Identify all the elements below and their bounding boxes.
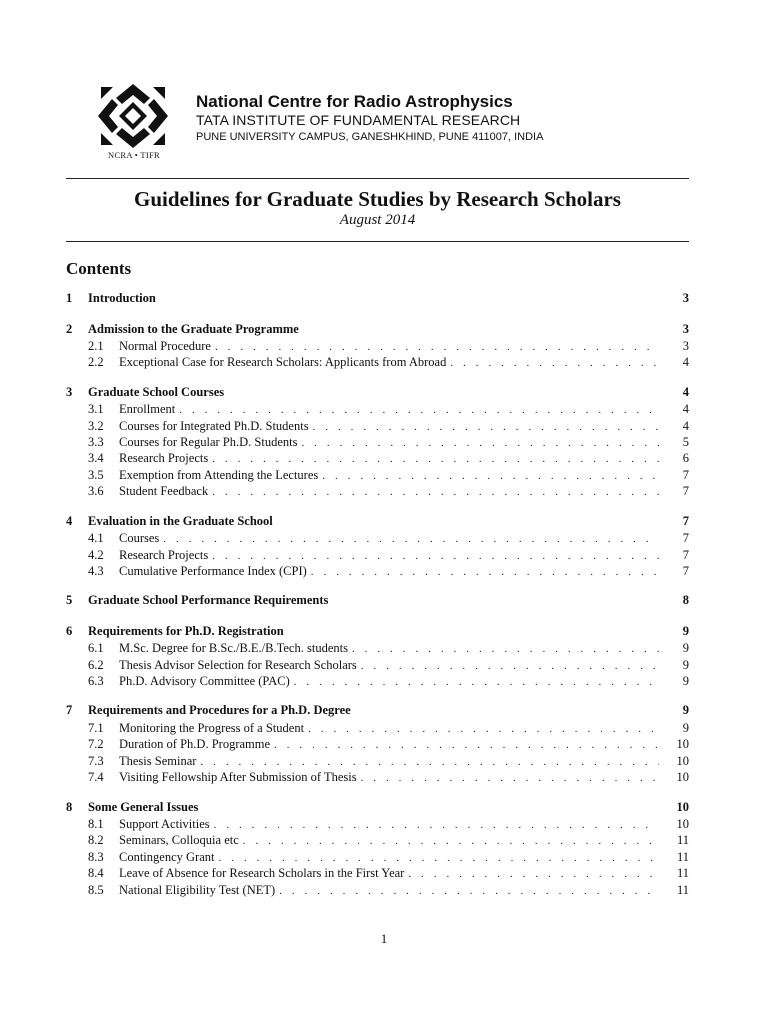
dot-leader (301, 435, 659, 451)
page-number: 1 (380, 931, 388, 946)
toc-subsection-number: 3.4 (88, 451, 104, 466)
toc-subsection-entry[interactable] (66, 563, 689, 579)
toc-subsection-number: 3.1 (88, 402, 104, 417)
toc-section-entry[interactable] (66, 592, 689, 610)
toc-subsection-number: 8.2 (88, 833, 104, 848)
toc-section-title: Graduate School Courses (88, 384, 225, 399)
toc-subsection-title: Courses (119, 531, 160, 546)
toc-section-entry[interactable] (66, 384, 689, 402)
toc-subsection-page: 9 (682, 720, 689, 735)
toc-subsection-entry[interactable] (66, 483, 689, 499)
toc-subsection-entry[interactable] (66, 530, 689, 546)
toc-subsection-number: 6.1 (88, 641, 104, 656)
toc-subsection-entry[interactable] (66, 434, 689, 450)
toc-subsection-entry[interactable] (66, 354, 689, 370)
toc-section-page: 7 (682, 513, 689, 528)
toc-subsection-title: Courses for Integrated Ph.D. Students (119, 418, 309, 433)
toc-subsection-page: 4 (682, 418, 689, 433)
toc-subsection-number: 8.4 (88, 866, 104, 881)
institution-name: National Centre for Radio Astrophysics (196, 92, 513, 111)
toc-section-entry[interactable] (66, 702, 689, 720)
dot-leader (214, 817, 659, 833)
dot-leader (322, 468, 659, 484)
toc-subsection-entry[interactable] (66, 832, 689, 848)
toc-section-page: 3 (682, 291, 689, 305)
table-of-contents (66, 290, 689, 911)
toc-subsection-number: 3.3 (88, 435, 104, 450)
toc-subsection-page: 11 (676, 882, 689, 897)
dot-leader (274, 737, 659, 753)
toc-subsection-page: 9 (682, 641, 689, 656)
toc-section-page: 9 (682, 623, 689, 638)
dot-leader (212, 548, 659, 564)
toc-subsection-title: Exceptional Case for Research Scholars: Applicants from Abroad (119, 355, 447, 370)
toc-subsection-entry[interactable] (66, 849, 689, 865)
toc-subsection-number: 6.3 (88, 674, 104, 689)
toc-subsection-number: 3.5 (88, 467, 104, 482)
toc-subsection-number: 3.6 (88, 484, 104, 499)
toc-subsection-title: Thesis Advisor Selection for Research Scholars (119, 657, 357, 672)
toc-section (66, 592, 689, 610)
toc-subsection-number: 6.2 (88, 657, 104, 672)
header-divider (66, 178, 689, 179)
document-date: August 2014 (339, 212, 416, 228)
toc-subsection-title: Enrollment (119, 402, 176, 417)
toc-section-page: 4 (682, 384, 689, 399)
toc-subsection-page: 4 (682, 402, 689, 417)
toc-subsection-number: 7.1 (88, 720, 104, 735)
dot-leader (200, 754, 659, 770)
toc-subsection-number: 8.5 (88, 882, 104, 897)
toc-subsection-page: 9 (682, 674, 689, 689)
toc-subsection-entry[interactable] (66, 450, 689, 466)
toc-subsection-page: 10 (676, 737, 689, 752)
toc-subsection-page: 6 (682, 451, 689, 466)
logo-caption: NCRA • TIFR (108, 150, 160, 160)
dot-leader (294, 674, 659, 690)
toc-section (66, 513, 689, 580)
dot-leader (179, 402, 659, 418)
toc-subsection-page: 4 (682, 355, 689, 370)
dot-leader (218, 850, 659, 866)
dot-leader (243, 833, 659, 849)
dot-leader (311, 564, 659, 580)
toc-subsection-entry[interactable] (66, 736, 689, 752)
dot-leader (450, 355, 659, 371)
dot-leader (361, 658, 659, 674)
toc-subsection-title: Duration of Ph.D. Programme (119, 737, 271, 752)
toc-section-title: Introduction (88, 291, 156, 305)
institution-address: PUNE UNIVERSITY CAMPUS, GANESHKHIND, PUNE 411007, INDIA (196, 131, 544, 143)
toc-subsection-title: Thesis Seminar (119, 753, 197, 768)
toc-subsection-title: Cumulative Performance Index (CPI) (119, 563, 307, 578)
toc-section-page: 3 (682, 321, 689, 336)
dot-leader (212, 451, 659, 467)
toc-section (66, 290, 689, 308)
dot-leader (163, 531, 659, 547)
toc-subsection-number: 8.3 (88, 849, 104, 864)
toc-section-number: 5 (66, 593, 73, 608)
contents-heading: Contents (66, 259, 132, 278)
toc-subsection-entry[interactable] (66, 338, 689, 354)
toc-subsection-number: 7.2 (88, 737, 104, 752)
toc-subsection-entry[interactable] (66, 769, 689, 785)
toc-section-entry[interactable] (66, 290, 689, 308)
toc-section-number: 4 (66, 513, 73, 528)
toc-subsection-entry[interactable] (66, 467, 689, 483)
toc-subsection-title: Seminars, Colloquia etc (119, 833, 239, 848)
toc-section-page: 8 (682, 593, 689, 608)
toc-section-title: Some General Issues (88, 799, 199, 814)
dot-leader (408, 866, 659, 882)
toc-subsection-entry[interactable] (66, 547, 689, 563)
toc-section-entry[interactable] (66, 321, 689, 339)
toc-subsection-page: 10 (676, 770, 689, 785)
toc-subsection-entry[interactable] (66, 640, 689, 656)
toc-subsection-number: 2.1 (88, 339, 104, 353)
toc-subsection-number: 7.4 (88, 770, 104, 785)
toc-section-number: 7 (66, 703, 73, 718)
toc-section-number: 3 (66, 384, 73, 399)
toc-subsection-entry[interactable] (66, 673, 689, 689)
toc-subsection-title: Ph.D. Advisory Committee (PAC) (119, 674, 290, 689)
toc-section-title: Admission to the Graduate Programme (88, 321, 299, 336)
toc-subsection-number: 3.2 (88, 418, 104, 433)
toc-subsection-page: 11 (676, 849, 689, 864)
toc-subsection-entry[interactable] (66, 753, 689, 769)
toc-section (66, 702, 689, 785)
dot-leader (352, 641, 659, 657)
toc-subsection-number: 4.1 (88, 531, 104, 546)
toc-subsection-page: 3 (682, 339, 689, 353)
toc-subsection-entry[interactable] (66, 418, 689, 434)
toc-subsection-page: 11 (676, 866, 689, 881)
toc-subsection-title: Leave of Absence for Research Scholars in the First Year (119, 866, 405, 881)
toc-subsection-page: 11 (676, 833, 689, 848)
ncra-tifr-logo-icon (98, 84, 168, 148)
toc-subsection-title: Exemption from Attending the Lectures (119, 467, 319, 482)
toc-section-title: Requirements and Procedures for a Ph.D. Degree (88, 703, 351, 718)
toc-section-entry[interactable] (66, 623, 689, 641)
toc-section-page: 10 (676, 799, 689, 814)
toc-subsection-entry[interactable] (66, 882, 689, 898)
toc-subsection-entry[interactable] (66, 401, 689, 417)
toc-section (66, 321, 689, 371)
toc-subsection-title: Research Projects (119, 451, 209, 466)
toc-section (66, 799, 689, 898)
toc-subsection-title: National Eligibility Test (NET) (119, 882, 276, 897)
parent-institution: TATA INSTITUTE OF FUNDAMENTAL RESEARCH (196, 112, 521, 128)
toc-subsection-page: 7 (682, 531, 689, 546)
dot-leader (212, 484, 659, 500)
toc-subsection-title: Monitoring the Progress of a Student (119, 720, 305, 735)
document-title: Guidelines for Graduate Studies by Research Scholars (134, 187, 621, 211)
toc-subsection-number: 2.2 (88, 355, 104, 370)
toc-section (66, 623, 689, 690)
toc-section-entry[interactable] (66, 799, 689, 817)
toc-subsection-title: Support Activities (119, 817, 210, 832)
toc-subsection-entry[interactable] (66, 657, 689, 673)
dot-leader (215, 339, 659, 355)
toc-subsection-page: 7 (682, 467, 689, 482)
toc-subsection-title: M.Sc. Degree for B.Sc./B.E./B.Tech. students (119, 641, 348, 656)
toc-subsection-title: Research Projects (119, 547, 209, 562)
toc-section (66, 384, 689, 500)
toc-subsection-title: Normal Procedure (119, 339, 211, 353)
toc-section-title: Requirements for Ph.D. Registration (88, 623, 284, 638)
toc-subsection-title: Contingency Grant (119, 849, 215, 864)
institution-block (196, 92, 543, 146)
dot-leader (279, 883, 659, 899)
toc-subsection-entry[interactable] (66, 865, 689, 881)
toc-subsection-entry[interactable] (66, 720, 689, 736)
dot-leader (361, 770, 659, 786)
toc-section-title: Graduate School Performance Requirements (88, 593, 329, 608)
toc-subsection-title: Visiting Fellowship After Submission of Thesis (119, 770, 357, 785)
toc-subsection-page: 9 (682, 657, 689, 672)
toc-section-number: 6 (66, 623, 73, 638)
toc-subsection-page: 7 (682, 563, 689, 578)
letterhead (98, 84, 698, 164)
toc-subsection-title: Student Feedback (119, 484, 209, 499)
toc-subsection-page: 10 (676, 817, 689, 832)
toc-subsection-number: 8.1 (88, 817, 104, 832)
dot-leader (313, 419, 659, 435)
toc-section-title: Evaluation in the Graduate School (88, 513, 273, 528)
toc-subsection-entry[interactable] (66, 816, 689, 832)
toc-subsection-page: 5 (682, 435, 689, 450)
toc-subsection-title: Courses for Regular Ph.D. Students (119, 435, 298, 450)
toc-subsection-number: 4.2 (88, 547, 104, 562)
toc-subsection-number: 7.3 (88, 753, 104, 768)
toc-subsection-page: 7 (682, 547, 689, 562)
toc-section-page: 9 (682, 703, 689, 718)
toc-section-number: 8 (66, 799, 73, 814)
toc-section-entry[interactable] (66, 513, 689, 531)
toc-subsection-page: 10 (676, 753, 689, 768)
title-block (66, 186, 689, 228)
title-divider (66, 241, 689, 242)
toc-subsection-number: 4.3 (88, 563, 104, 578)
toc-section-number: 2 (66, 321, 73, 336)
toc-subsection-page: 7 (682, 484, 689, 499)
toc-section-number: 1 (66, 291, 73, 305)
dot-leader (308, 721, 659, 737)
